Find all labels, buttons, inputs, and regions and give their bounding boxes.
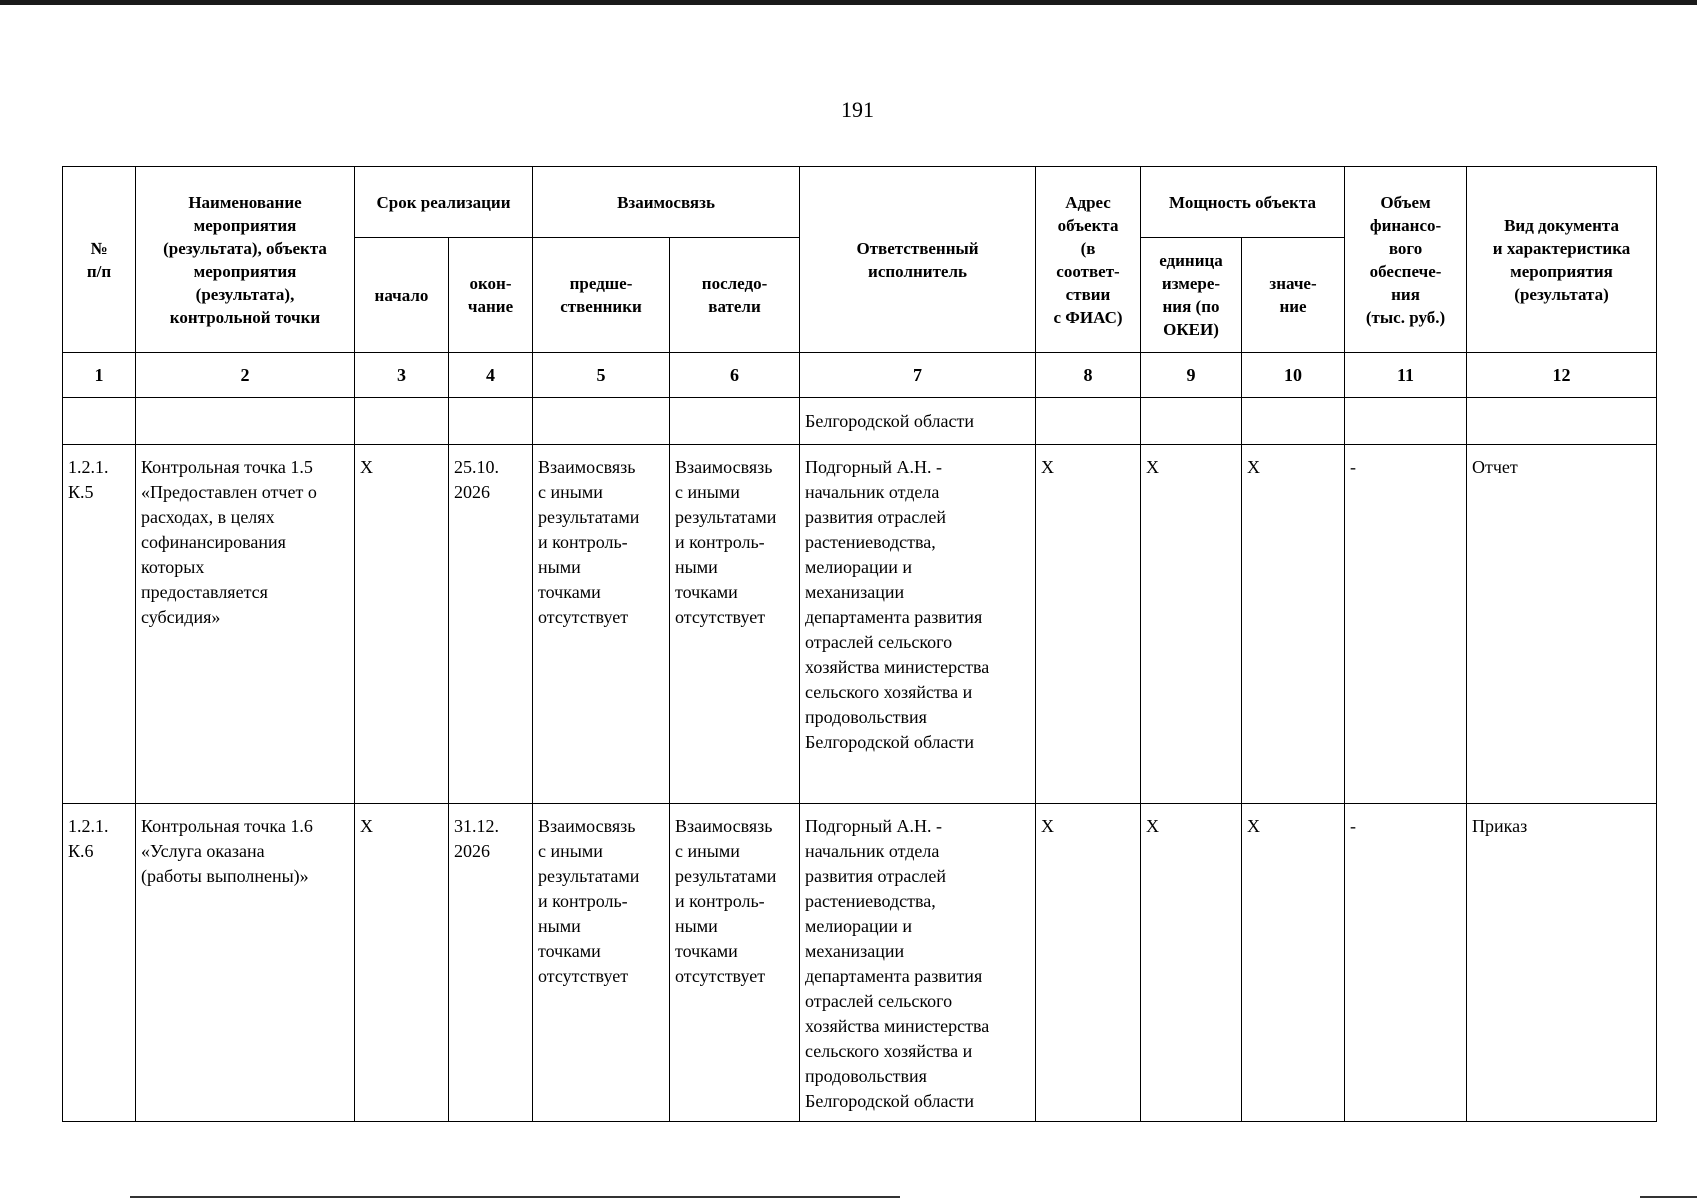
header-address: Адрес объекта (в соответ- ствии с ФИАС) — [1036, 167, 1141, 353]
table-row — [63, 445, 1657, 804]
row-predecessors: Взаимосвязь с иными результатами и контроль- ными точками отсутствует — [533, 445, 670, 804]
footer-rule — [1640, 1196, 1697, 1198]
row-end: 25.10. 2026 — [449, 445, 533, 804]
row-financing: - — [1345, 445, 1467, 804]
row-responsible: Подгорный А.Н. - начальник отдела развития отраслей растениеводства, мелиорации и механизации департамента развития отраслей сельского хозяйства министерства сельского хозяйства и продовольствия Белгородской области — [800, 804, 1036, 1122]
column-numbers-row — [63, 353, 1657, 398]
header-period: Срок реализации — [355, 167, 533, 238]
continuation-text: Белгородской области — [800, 398, 1036, 445]
row-address: X — [1036, 445, 1141, 804]
page-number: 191 — [841, 97, 874, 122]
column-number: 10 — [1242, 353, 1345, 398]
column-number: 12 — [1467, 353, 1657, 398]
header-start: начало — [355, 238, 449, 353]
row-value: X — [1242, 804, 1345, 1122]
table-row — [63, 804, 1657, 1122]
header-relation: Взаимосвязь — [533, 167, 800, 238]
row-successors: Взаимосвязь с иными результатами и контроль- ными точками отсутствует — [670, 445, 800, 804]
column-number: 4 — [449, 353, 533, 398]
column-number: 7 — [800, 353, 1036, 398]
column-number: 6 — [670, 353, 800, 398]
row-value: X — [1242, 445, 1345, 804]
header-value: значе- ние — [1242, 238, 1345, 353]
continuation-row — [63, 398, 1657, 445]
row-predecessors: Взаимосвязь с иными результатами и контроль- ными точками отсутствует — [533, 804, 670, 1122]
row-start: X — [355, 804, 449, 1122]
header-successors: последо- ватели — [670, 238, 800, 353]
row-successors: Взаимосвязь с иными результатами и контроль- ными точками отсутствует — [670, 804, 800, 1122]
column-number: 8 — [1036, 353, 1141, 398]
header-number: № п/п — [63, 167, 136, 353]
row-unit: X — [1141, 804, 1242, 1122]
column-number: 3 — [355, 353, 449, 398]
row-unit: X — [1141, 445, 1242, 804]
row-number: 1.2.1. К.6 — [63, 804, 136, 1122]
header-end: окон- чание — [449, 238, 533, 353]
row-responsible: Подгорный А.Н. - начальник отдела развития отраслей растениеводства, мелиорации и механизации департамента развития отраслей сельского хозяйства министерства сельского хозяйства и продовольствия Белгородской области — [800, 445, 1036, 804]
row-end: 31.12. 2026 — [449, 804, 533, 1122]
header-capacity: Мощность объекта — [1141, 167, 1345, 238]
header-responsible: Ответственный исполнитель — [800, 167, 1036, 353]
row-document: Приказ — [1467, 804, 1657, 1122]
row-name: Контрольная точка 1.6 «Услуга оказана (работы выполнены)» — [136, 804, 355, 1122]
column-number: 2 — [136, 353, 355, 398]
header-unit: единица измере- ния (по ОКЕИ) — [1141, 238, 1242, 353]
header-document: Вид документа и характеристика мероприятия (результата) — [1467, 167, 1657, 353]
footer-rule — [130, 1196, 900, 1198]
header-financing: Объем финансо- вого обеспече- ния (тыс. руб.) — [1345, 167, 1467, 353]
row-address: X — [1036, 804, 1141, 1122]
header-predecessors: предше- ственники — [533, 238, 670, 353]
column-number: 1 — [63, 353, 136, 398]
row-start: X — [355, 445, 449, 804]
column-number: 11 — [1345, 353, 1467, 398]
row-document: Отчет — [1467, 445, 1657, 804]
row-name: Контрольная точка 1.5 «Предоставлен отчет о расходах, в целях софинансирования которых предоставляется субсидия» — [136, 445, 355, 804]
row-number: 1.2.1. К.5 — [63, 445, 136, 804]
row-financing: - — [1345, 804, 1467, 1122]
header-name: Наименование мероприятия (результата), объекта мероприятия (результата), контрольной точки — [136, 167, 355, 353]
column-number: 5 — [533, 353, 670, 398]
column-number: 9 — [1141, 353, 1242, 398]
top-border-line — [0, 0, 1697, 5]
events-table — [62, 166, 1657, 1122]
